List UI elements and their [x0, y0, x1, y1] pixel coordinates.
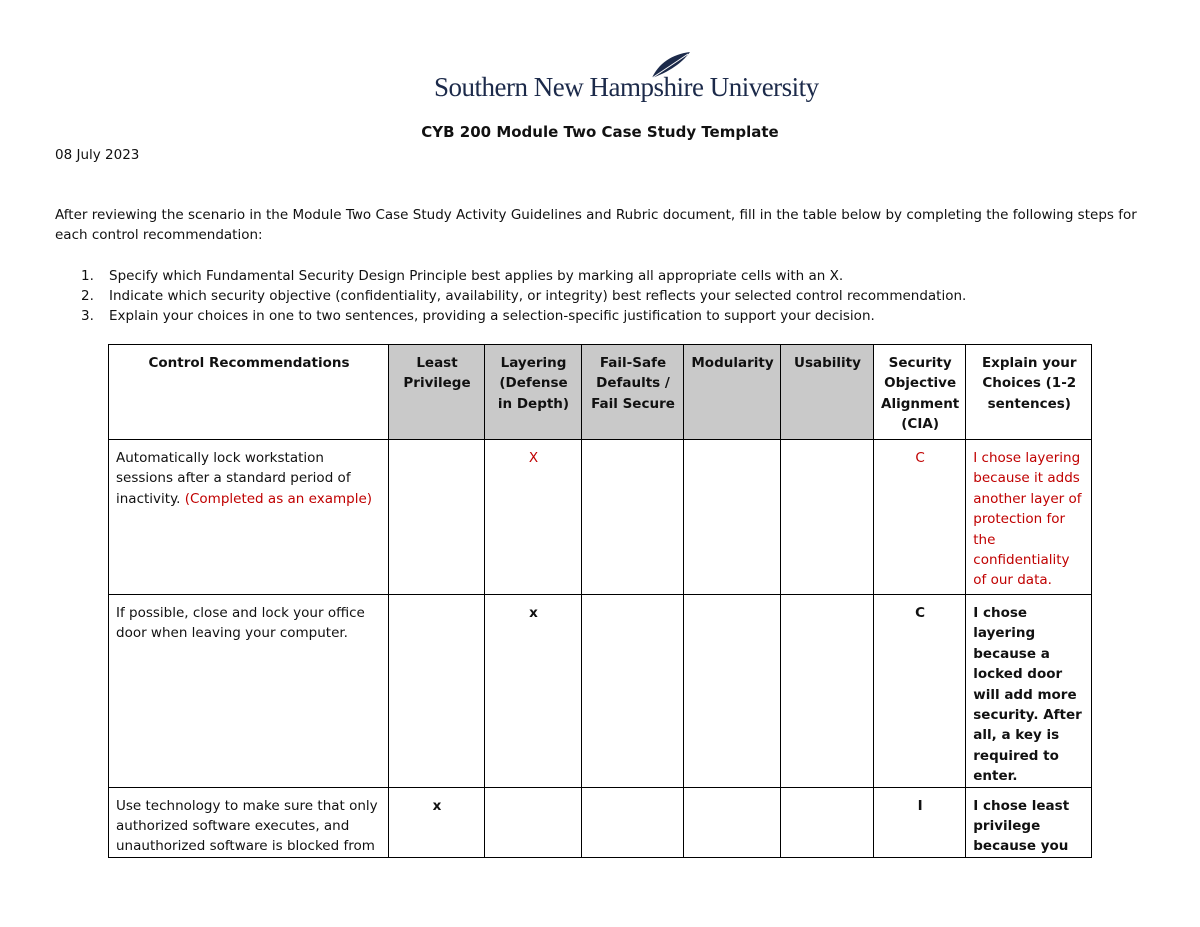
layering-cell[interactable]: x [485, 595, 582, 788]
modularity-cell[interactable] [684, 787, 781, 857]
step-number: 2. [81, 288, 94, 304]
step-text: Explain your choices in one to two sentences, providing a selection-specific justification to support your decision. [109, 308, 875, 324]
header-modularity: Modularity [684, 345, 781, 440]
header-fail-safe: Fail-Safe Defaults / Fail Secure [582, 345, 684, 440]
fail-safe-cell[interactable] [582, 595, 684, 788]
modularity-cell[interactable] [684, 595, 781, 788]
cia-cell[interactable]: C [874, 595, 966, 788]
university-logo [434, 50, 819, 106]
document-title: CYB 200 Module Two Case Study Template [421, 123, 779, 141]
instruction-steps [55, 266, 1155, 326]
header-cia: Security Objective Alignment (CIA) [874, 345, 966, 440]
fail-safe-cell[interactable] [582, 787, 684, 857]
header-control-recommendations: Control Recommendations [109, 345, 389, 440]
usability-cell[interactable] [781, 787, 874, 857]
recommendation-text: Automatically lock workstation sessions after a standard period of inactivity. [116, 450, 351, 507]
recommendation-cell[interactable] [109, 440, 389, 595]
step-text: Indicate which security objective (confidentiality, availability, or integrity) best reflects your selected control recommendation. [109, 288, 967, 304]
example-note: (Completed as an example) [184, 490, 373, 507]
usability-cell[interactable] [781, 595, 874, 788]
header-least-privilege: Least Privilege [389, 345, 485, 440]
explanation-cell[interactable]: I chose least privilege because you [966, 787, 1092, 857]
cia-cell[interactable]: C [874, 440, 966, 595]
explanation-cell[interactable]: I chose layering because it adds another layer of protection for the confidentiality of our data. [966, 440, 1092, 595]
header-layering: Layering (Defense in Depth) [485, 345, 582, 440]
list-item [55, 306, 1155, 326]
table-row [109, 440, 1092, 595]
least-privilege-cell[interactable] [389, 440, 485, 595]
list-item [55, 266, 1155, 286]
recommendation-cell[interactable]: Use technology to make sure that only authorized software executes, and unauthorized software is blocked from [109, 787, 389, 857]
document-date: 08 July 2023 [55, 147, 140, 163]
header-explanation: Explain your Choices (1-2 sentences) [966, 345, 1092, 440]
fail-safe-cell[interactable] [582, 440, 684, 595]
list-item [55, 286, 1155, 306]
modularity-cell[interactable] [684, 440, 781, 595]
case-study-table [108, 344, 1092, 858]
logo-text: Southern New Hampshire University [434, 72, 819, 102]
recommendation-cell[interactable]: If possible, close and lock your office door when leaving your computer. [109, 595, 389, 788]
usability-cell[interactable] [781, 440, 874, 595]
table-header-row [109, 345, 1092, 440]
layering-cell[interactable] [485, 787, 582, 857]
table-row [109, 595, 1092, 788]
least-privilege-cell[interactable] [389, 595, 485, 788]
header-usability: Usability [781, 345, 874, 440]
least-privilege-cell[interactable]: x [389, 787, 485, 857]
step-number: 1. [81, 268, 94, 284]
layering-cell[interactable]: X [485, 440, 582, 595]
step-text: Specify which Fundamental Security Design Principle best applies by marking all appropriate cells with an X. [109, 268, 844, 284]
step-number: 3. [81, 308, 94, 324]
cia-cell[interactable]: I [874, 787, 966, 857]
table-row [109, 787, 1092, 857]
intro-paragraph: After reviewing the scenario in the Module Two Case Study Activity Guidelines and Rubric document, fill in the table below by completing the following steps for each control recommendation: [55, 207, 1137, 243]
explanation-cell[interactable]: I chose layering because a locked door will add more security. After all, a key is required to enter. [966, 595, 1092, 788]
